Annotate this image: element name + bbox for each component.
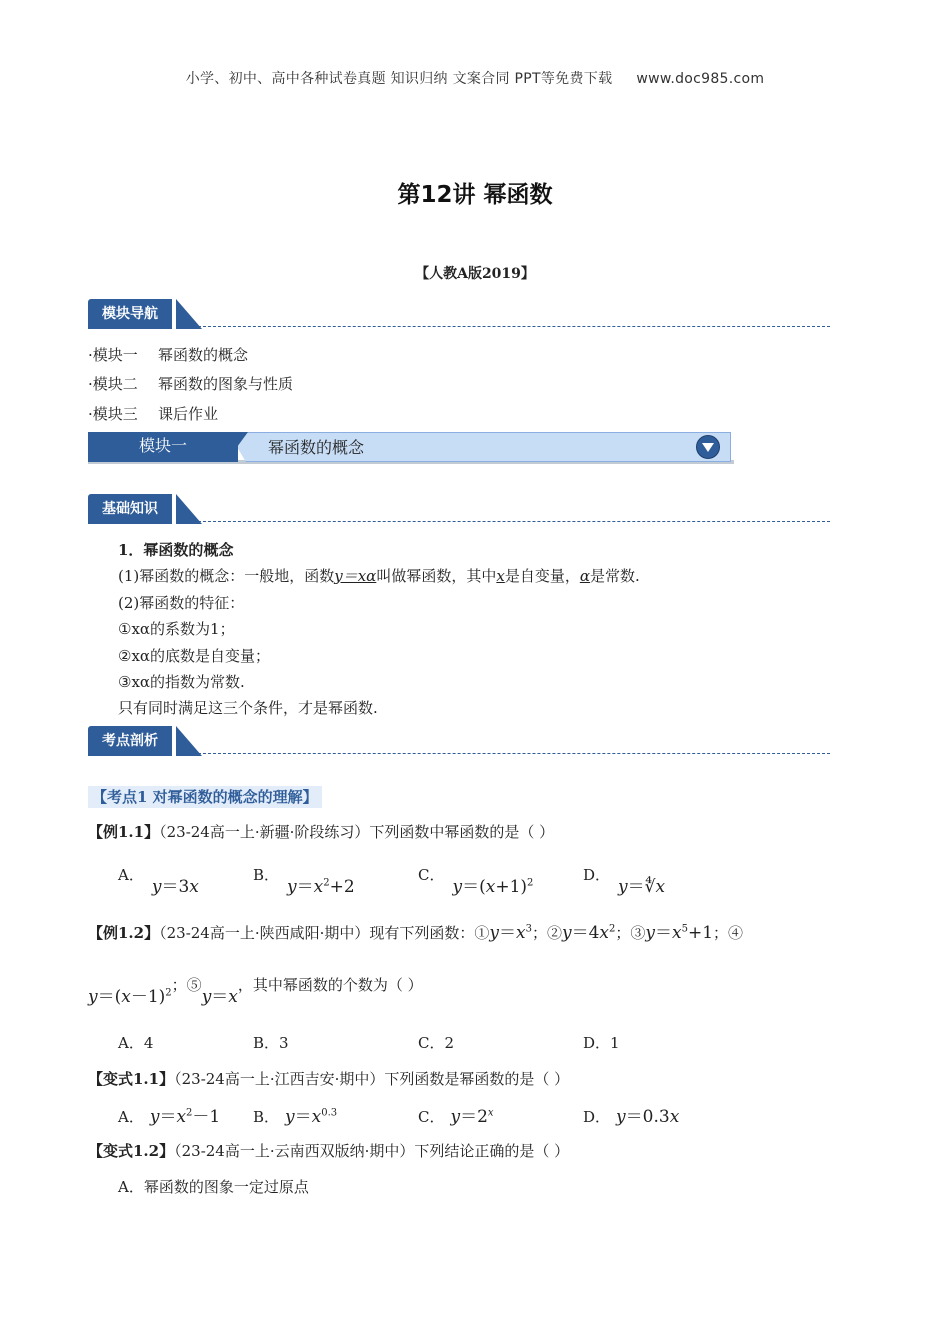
q2-option-c[interactable]: C．2 bbox=[418, 1034, 455, 1052]
question-2-cont: $y=(x-1)^2$；⑤y＝x，其中幂函数的个数为（ ） bbox=[88, 976, 423, 1007]
q2-option-d[interactable]: D．1 bbox=[583, 1034, 620, 1052]
module-banner-title: 幂函数的概念 bbox=[268, 438, 365, 457]
q1-option-a[interactable]: A．y＝3x bbox=[118, 866, 199, 897]
tab-label: 考点剖析 bbox=[88, 726, 172, 756]
basics-heading: 1．幂函数的概念 bbox=[118, 541, 234, 559]
q3-option-a[interactable]: A． $y=x^2-1$ bbox=[118, 1107, 221, 1127]
tab-analysis bbox=[88, 726, 832, 756]
module-banner-left: 模块一 bbox=[88, 432, 238, 462]
tab-module-nav bbox=[88, 299, 832, 329]
q2-option-a[interactable]: A．4 bbox=[118, 1034, 154, 1052]
q4-option-a[interactable]: A．幂函数的图象一定过原点 bbox=[118, 1178, 309, 1196]
tab-label: 模块导航 bbox=[88, 299, 172, 329]
q1-option-c[interactable]: C．$y=(x+1)^2$ bbox=[418, 866, 534, 897]
nav-item-2: ·模块二 幂函数的图象与性质 bbox=[88, 375, 294, 393]
basics-summary: 只有同时满足这三个条件，才是幂函数. bbox=[118, 699, 378, 717]
q1-option-d[interactable]: D．y＝∜x bbox=[583, 866, 666, 897]
question-2: 【例1.2】（23-24高一上·陕西咸阳·期中）现有下列函数：$①y=x^3$；$②y=4x^2$；$③y=x^5+1$；④ bbox=[88, 923, 744, 943]
power-function-formula: y＝xα bbox=[334, 567, 377, 585]
kaodian-title: 【考点1 对幂函数的概念的理解】 bbox=[88, 786, 322, 808]
q3-option-b[interactable]: B． $y=x^{0.3}$ bbox=[253, 1107, 338, 1127]
chevron-down-icon[interactable] bbox=[696, 435, 720, 459]
tab-basics bbox=[88, 494, 832, 524]
basics-line2: (2)幂函数的特征： bbox=[118, 594, 245, 612]
nav-item-1: ·模块一 幂函数的概念 bbox=[88, 346, 249, 364]
question-3: 【变式1.1】（23-24高一上·江西吉安·期中）下列函数是幂函数的是（ ） bbox=[88, 1070, 570, 1088]
feature-1: ①xα的系数为1； bbox=[118, 620, 235, 638]
feature-2: ②xα的底数是自变量； bbox=[118, 647, 271, 665]
module-banner[interactable] bbox=[88, 432, 734, 462]
question-4: 【变式1.2】（23-24高一上·云南西双版纳·期中）下列结论正确的是（ ） bbox=[88, 1142, 570, 1160]
nav-item-3: ·模块三 课后作业 bbox=[88, 405, 219, 423]
feature-3: ③xα的指数为常数. bbox=[118, 673, 245, 691]
question-1: 【例1.1】（23-24高一上·新疆·阶段练习）下列函数中幂函数的是（ ） bbox=[88, 823, 555, 841]
header-site[interactable]: www.doc985.com bbox=[636, 71, 765, 87]
q2-option-b[interactable]: B．3 bbox=[253, 1034, 289, 1052]
edition-label: 【人教A版2019】 bbox=[415, 266, 535, 282]
header-text: 小学、初中、高中各种试卷真题 知识归纳 文案合同 PPT等免费下载 bbox=[185, 71, 613, 87]
page-header bbox=[0, 68, 950, 88]
q3-option-d[interactable]: D． y＝0.3x bbox=[583, 1107, 680, 1127]
page-title: 第12讲 幂函数 bbox=[397, 182, 553, 208]
q3-option-c[interactable]: C． $y=2^x$ bbox=[418, 1107, 494, 1127]
basics-line1: (1)幂函数的概念：一般地，函数y＝xα叫做幂函数，其中x是自变量，α是常数. bbox=[118, 567, 640, 585]
q1-option-b[interactable]: B．$y=x^2+2$ bbox=[253, 866, 355, 897]
tab-label: 基础知识 bbox=[88, 494, 172, 524]
